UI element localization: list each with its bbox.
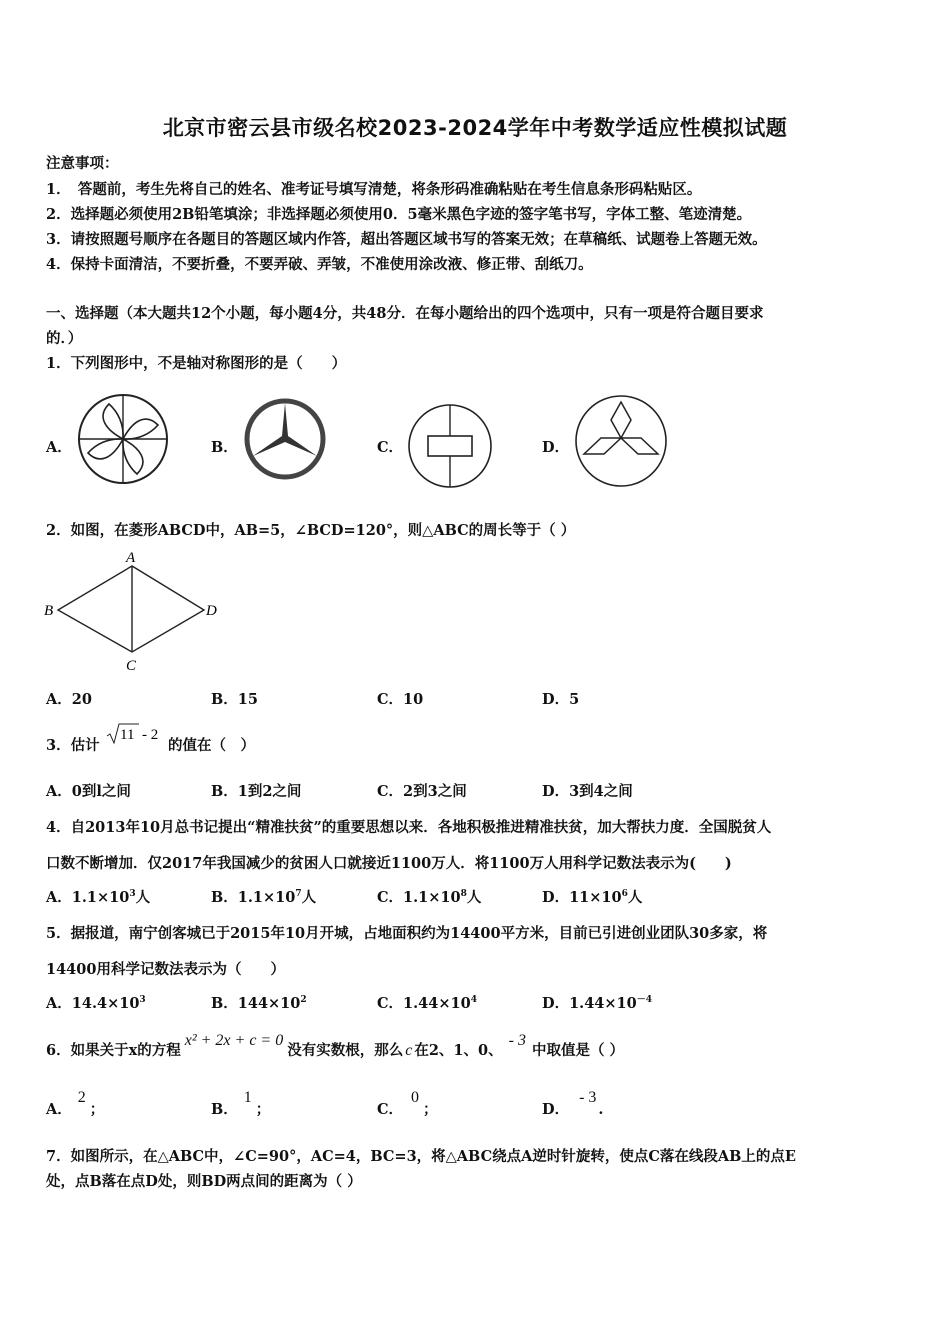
- notice-item-3: 3．请按照题号顺序在各题目的答题区域内作答，超出答题区域书写的答案无效；在草稿纸、试题卷上答题无效。: [46, 231, 767, 248]
- notice-item-4: 4．保持卡面清洁，不要折叠，不要弄破、弄皱，不准使用涂改液、修正带、刮纸刀。: [46, 256, 593, 273]
- q7-stem-line2: 处，点B落在点D处，则BD两点间的距离为（ ）: [46, 1173, 362, 1190]
- q4-option-c: C．$1.1\times 10^8$人: [377, 889, 482, 906]
- q2-label-c: C: [126, 658, 137, 674]
- q1-figure-c-circle-rect: [406, 402, 494, 490]
- q4-stem-line1: 4．自2013年10月总书记提出“精准扶贫”的重要思想以来．各地积极推进精准扶贫，加大帮扶力度．全国脱贫人: [46, 819, 772, 836]
- q1-option-d-label: D．: [542, 439, 570, 456]
- q5-stem-line1: 5．据报道，南宁创客城已于2015年10月开城，占地面积约为14400平方米，目前已引进创业团队30多家，将: [46, 925, 768, 942]
- q6-equation: x² + 2x + c = 0: [184, 1032, 284, 1049]
- q1-figure-b-star-emblem: [242, 396, 328, 482]
- q2-option-d: D．5: [542, 691, 580, 708]
- q1-option-b-label: B．: [211, 439, 238, 456]
- q3-radicand: 11: [120, 727, 135, 743]
- q3-option-d: D．3到4之间: [542, 783, 633, 800]
- notice-item-1: 1． 答题前，考生先将自己的姓名、准考证号填写清楚，将条形码准确粘贴在考生信息条形码粘贴区。: [46, 181, 702, 198]
- q6-option-a: A．2；: [46, 1089, 105, 1118]
- q1-option-c-label: C．: [377, 439, 404, 456]
- q3-stem-pre: 3．估计: [46, 737, 100, 754]
- q4-option-b: B．$1.1\times 10^7$人: [211, 889, 317, 906]
- q3-stem-post: 的值在（ ）: [168, 737, 255, 754]
- q7-stem-line1: 7．如图所示，在△ABC中，∠C=90°，AC=4，BC=3，将△ABC绕点A逆时针旋转，使点C落在线段AB上的点E: [46, 1148, 796, 1165]
- q3-option-c: C．2到3之间: [377, 783, 467, 800]
- q5-stem-line2: 14400用科学记数法表示为（ ）: [46, 961, 285, 978]
- page-title: 北京市密云县市级名校2023-2024学年中考数学适应性模拟试题: [162, 116, 788, 140]
- q6-option-c: C．0；: [377, 1089, 438, 1118]
- notice-heading: 注意事项：: [46, 155, 119, 172]
- q2-option-a: A．20: [46, 691, 92, 708]
- q1-figure-d-diamonds: [572, 392, 670, 490]
- q2-stem: 2．如图，在菱形ABCD中，AB=5，∠BCD=120°，则△ABC的周长等于（ ）: [46, 522, 576, 539]
- q2-label-d: D: [206, 603, 217, 619]
- q4-stem-line2: 口数不断增加．仅2017年我国减少的贫困人口就接近1100万人．将1100万人用科学记数法表示为( ): [46, 855, 732, 872]
- q6-option-d: D．- 3.: [542, 1089, 604, 1118]
- notice-item-2: 2．选择题必须使用2B铅笔填涂；非选择题必须使用0．5毫米黑色字迹的签字笔书写，字体工整、笔迹清楚。: [46, 206, 752, 223]
- q1-stem: 1．下列图形中，不是轴对称图形的是（ ）: [46, 355, 347, 372]
- q6-option-b: B．1；: [211, 1089, 271, 1118]
- q1-option-a-label: A．: [46, 439, 72, 456]
- q3-minus-term: - 2: [142, 727, 159, 743]
- q6-neg-value: - 3: [508, 1032, 526, 1049]
- q5-option-a: A．$14.4\times 10^3$: [46, 995, 146, 1012]
- q5-option-b: B．$144\times 10^2$: [211, 995, 307, 1012]
- q5-option-d: D．$1.44\times 10^{-4}$: [542, 995, 652, 1012]
- section-heading-line1: 一、选择题（本大题共12个小题，每小题4分，共48分．在每小题给出的四个选项中，只有一项是符合题目要求: [46, 305, 764, 322]
- q3-option-b: B．1到2之间: [211, 783, 302, 800]
- q2-label-b: B: [44, 603, 54, 619]
- q3-sqrt-expression: [105, 722, 167, 746]
- q5-option-c: C．$1.44\times 10^4$: [377, 995, 477, 1012]
- q6-stem-line: 6．如果关于x的方程x² + 2x + c = 0没有实数根，那么 c 在2、1、0、- 3中取值是（ ）: [46, 1032, 625, 1059]
- q4-option-d: D．$11\times 10^6$人: [542, 889, 643, 906]
- q2-rhombus-figure: [42, 548, 224, 674]
- q2-label-a: A: [126, 550, 136, 566]
- q2-option-b: B．15: [211, 691, 258, 708]
- q2-option-c: C．10: [377, 691, 424, 708]
- q4-option-a: A．$1.1\times 10^3$人: [46, 889, 151, 906]
- section-heading-line2: 的．）: [46, 330, 83, 347]
- q3-option-a: A．0到l之间: [46, 783, 131, 800]
- q1-figure-a-pinwheel: [76, 392, 170, 486]
